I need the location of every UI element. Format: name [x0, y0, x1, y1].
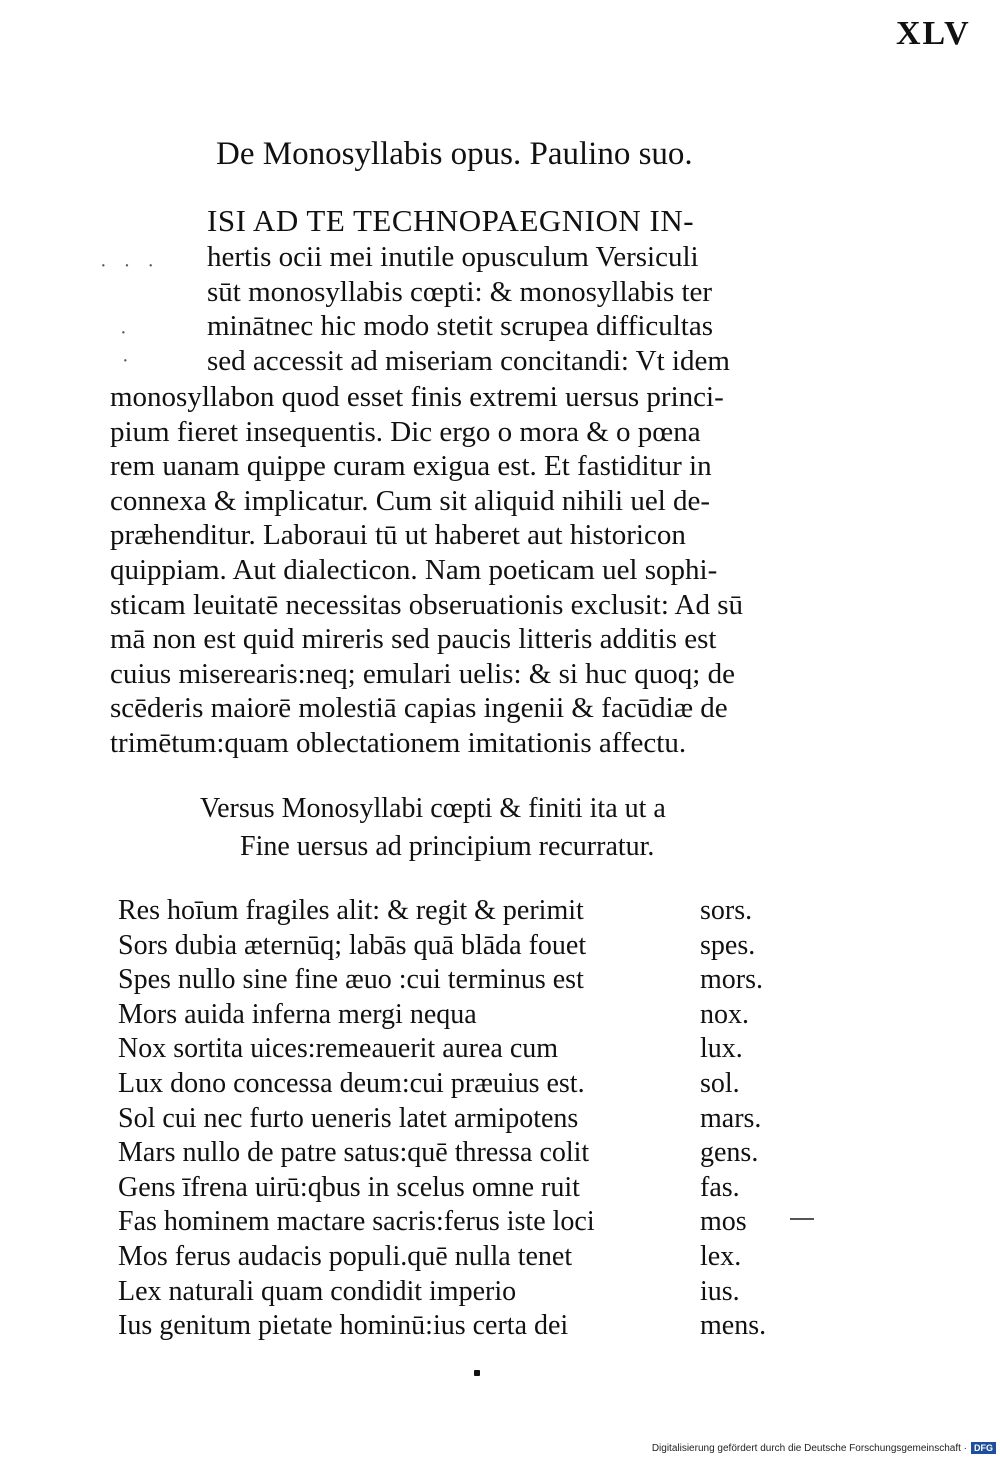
verse-text: Fas hominem mactare sacris:ferus iste loci: [118, 1206, 595, 1238]
verse-end-word: mors.: [700, 964, 763, 996]
prose-line: trimētum:quam oblectationem imitationis affectu.: [110, 726, 687, 759]
verse-end-word: fas.: [700, 1171, 740, 1203]
poem-line: [118, 998, 808, 1033]
poem-line: [118, 894, 808, 929]
poem-line: [118, 1171, 808, 1206]
verse-text: Mos ferus audacis populi.quē nulla tenet: [118, 1240, 573, 1272]
verse-end-word: ius.: [700, 1275, 740, 1307]
section-subheading: [200, 790, 800, 866]
poem-line: [118, 1067, 808, 1102]
prose-line: sed accessit ad miseriam concitandi: Vt idem: [207, 344, 730, 377]
verse-end-word: gens.: [700, 1137, 759, 1169]
prose-line: minātnec hic modo stetit scrupea difficultas: [207, 310, 714, 343]
verse-text: Lex naturali quam condidit imperio: [118, 1275, 517, 1307]
poem-line: [118, 963, 808, 998]
poem-line: [118, 1240, 808, 1275]
prose-line: præhenditur. Laboraui tū ut haberet aut historicon: [110, 519, 686, 552]
folio-number: XLV: [896, 15, 971, 52]
indented-prose-block: [207, 240, 792, 378]
prose-line: connexa & implicatur. Cum sit aliquid nihili uel de-: [110, 484, 711, 517]
poem-line: [118, 1309, 808, 1344]
poem-line: [118, 929, 808, 964]
verse-end-word: sors.: [700, 895, 753, 926]
dfg-logo-icon: DFG: [971, 1442, 996, 1454]
bottom-mark: [474, 1370, 480, 1376]
prose-line: rem uanam quippe curam exigua est. Et fastiditur in: [110, 450, 712, 483]
digitization-credit: [606, 1441, 996, 1455]
prose-line: pium fieret insequentis. Dic ergo o mora & o pœna: [110, 415, 701, 448]
poem-block: [118, 894, 808, 1344]
margin-dash: [790, 1218, 814, 1220]
opening-line: ISI AD TE TECHNOPAEGNION IN-: [207, 203, 695, 238]
poem-line: [118, 1032, 808, 1067]
prose-block: [110, 380, 810, 761]
verse-text: Ius genitum pietate hominū:ius certa dei: [118, 1310, 569, 1342]
prose-line: quippiam. Aut dialecticon. Nam poeticam uel sophi-: [110, 553, 718, 586]
poem-line: [118, 1102, 808, 1137]
verse-text: Res hoīum fragiles alit: & regit & perimit: [118, 895, 584, 926]
prose-line: sūt monosyllabis cœpti: & monosyllabis ter: [207, 275, 713, 308]
verse-end-word: sol.: [700, 1067, 740, 1099]
verse-end-word: spes.: [700, 929, 756, 961]
verse-text: Gens īfrena uirū:qbus in scelus omne ruit: [118, 1171, 580, 1203]
verse-end-word: mens.: [700, 1310, 767, 1342]
verse-text: Mars nullo de patre satus:quē thressa colit: [118, 1137, 590, 1169]
verse-end-word: mars.: [700, 1102, 762, 1134]
subheading-line: Fine uersus ad principium recurratur.: [240, 831, 655, 862]
prose-line: monosyllabon quod esset finis extremi uersus princi-: [110, 381, 724, 413]
margin-specks: · · ·: [100, 255, 160, 277]
verse-text: Nox sortita uices:remeauerit aurea cum: [118, 1033, 559, 1065]
poem-line: [118, 1205, 808, 1240]
prose-line: mā non est quid mireris sed paucis litteris additis est: [110, 623, 717, 656]
margin-specks: ·: [122, 350, 135, 372]
subheading-line: Versus Monosyllabi cœpti & finiti ita ut a: [200, 793, 666, 824]
verse-text: Sors dubia æternūq; labās quā blāda fouet: [118, 929, 587, 961]
margin-specks: ·: [120, 322, 133, 344]
credit-text: Digitalisierung gefördert durch die Deutsche Forschungsgemeinschaft ·: [651, 1442, 967, 1454]
prose-line: scēderis maiorē molestiā capias ingenii & facūdiæ de: [110, 692, 728, 725]
poem-line: [118, 1136, 808, 1171]
prose-line: cuius miserearis:neq; emulari uelis: & si huc quoq; de: [110, 657, 735, 690]
verse-end-word: mos: [700, 1206, 747, 1238]
prose-line: sticam leuitatē necessitas obseruationis exclusit: Ad sū: [110, 588, 744, 621]
page-title: De Monosyllabis opus. Paulino suo.: [216, 136, 693, 172]
verse-end-word: lex.: [700, 1240, 742, 1272]
verse-text: Mors auida inferna mergi nequa: [118, 998, 477, 1030]
verse-end-word: lux.: [700, 1033, 743, 1065]
verse-text: Lux dono concessa deum:cui præuius est.: [118, 1067, 585, 1099]
verse-end-word: nox.: [700, 998, 749, 1030]
verse-text: Spes nullo sine fine æuo :cui terminus est: [118, 964, 584, 996]
prose-line: hertis ocii mei inutile opusculum Versiculi: [207, 241, 699, 273]
poem-line: [118, 1275, 808, 1310]
verse-text: Sol cui nec furto ueneris latet armipotens: [118, 1102, 579, 1134]
